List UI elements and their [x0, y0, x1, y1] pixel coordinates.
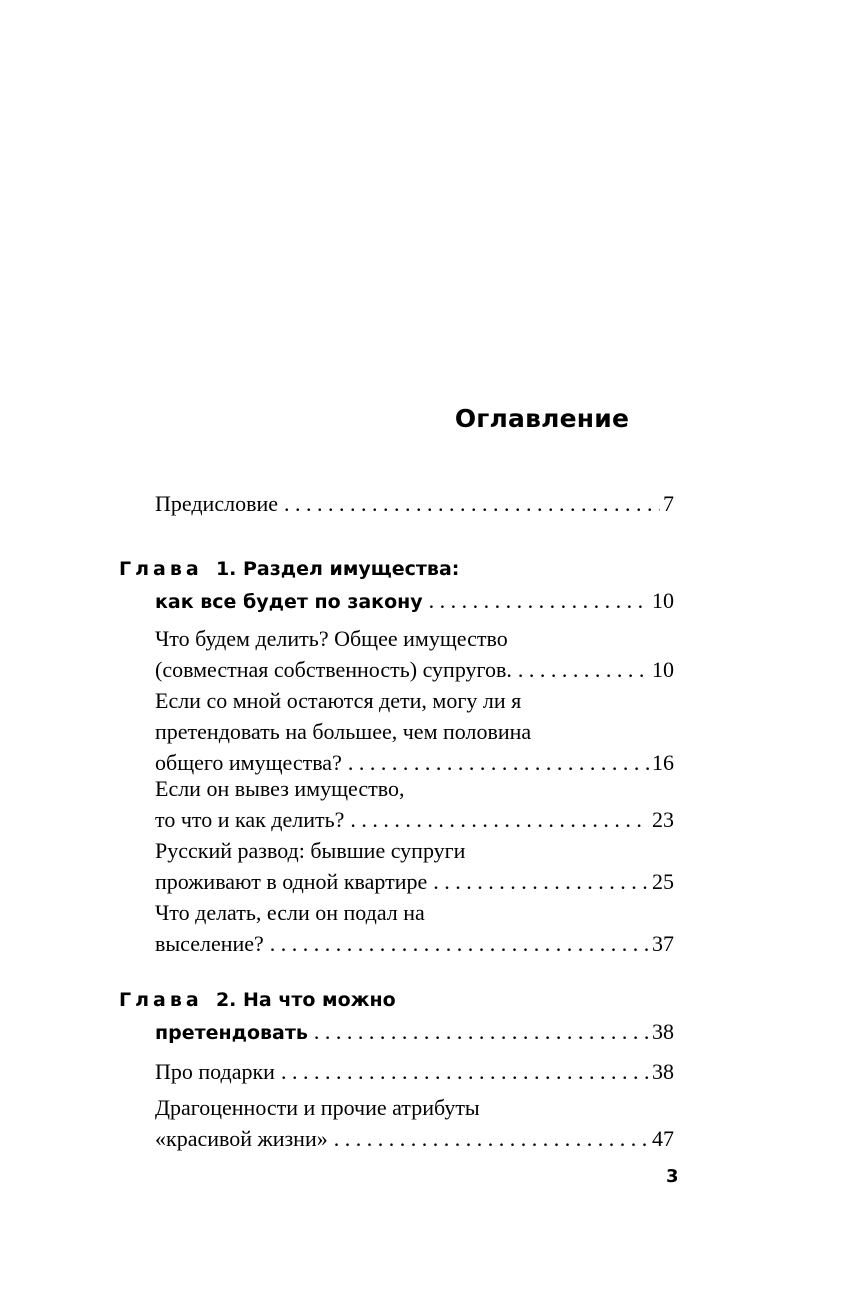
entry-text-last: Про подарки [155, 1059, 275, 1084]
entry-page: 7 [663, 491, 674, 516]
entry-page: 37 [652, 931, 674, 956]
entry-text-last: общего имущества? [155, 750, 342, 775]
entry-page: 25 [652, 869, 674, 894]
entry-text-last: «красивой жизни» [155, 1126, 328, 1151]
entry-text: Если со мной остаются дети, могу ли я [155, 688, 522, 713]
leader-dots [284, 488, 660, 519]
entry-text-last: то что и как делить? [155, 807, 345, 832]
leader-dots [314, 1016, 649, 1047]
leader-dots [334, 1123, 649, 1154]
entry-text: Что будем делить? Общее имущество [155, 626, 508, 651]
chapter-title-line2: как все будет по закону [155, 591, 423, 613]
entry-text: Драгоценности и прочие атрибуты [155, 1095, 480, 1120]
chapter-title-line1: 2. На что можно [215, 989, 396, 1011]
entry-text-last: выселение? [155, 931, 264, 956]
entry-text: Предисловие [155, 491, 278, 516]
entry-text-last: (совместная собственность) супругов. [155, 657, 512, 682]
leader-dots [429, 585, 649, 616]
entry-page: 10 [652, 657, 674, 682]
entry-text-last: проживают в одной квартире [155, 869, 428, 894]
entry-text: Если он вывез имущество, [155, 776, 405, 801]
toc-entry-russian-divorce[interactable] [155, 835, 674, 897]
toc-entry-eviction[interactable] [155, 897, 674, 959]
toc-entry-jewelry[interactable] [155, 1092, 674, 1154]
toc-entry-children[interactable] [155, 685, 674, 778]
entry-text: Русский развод: бывшие супруги [155, 838, 466, 863]
toc-entry-gifts[interactable] [155, 1056, 674, 1087]
entry-page: 23 [652, 807, 674, 832]
chapter-prefix: Глава [119, 989, 203, 1011]
entry-page: 16 [652, 750, 674, 775]
toc-chapter-2[interactable] [119, 985, 674, 1049]
chapter-title-line1: 1. Раздел имущества: [215, 558, 460, 580]
chapter-page: 38 [652, 1019, 674, 1044]
toc-entry-common-property[interactable] [155, 623, 674, 685]
page-number: 3 [666, 1166, 679, 1187]
toc-entry-preface[interactable] [155, 488, 674, 519]
toc-entry-removed-property[interactable] [155, 773, 674, 835]
chapter-page: 10 [652, 588, 674, 613]
chapter-prefix: Глава [119, 558, 203, 580]
entry-text: Что делать, если он подал на [155, 900, 425, 925]
entry-page: 47 [652, 1126, 674, 1151]
leader-dots [518, 654, 649, 685]
toc-title: Оглавление [454, 404, 630, 433]
entry-page: 38 [652, 1059, 674, 1084]
leader-dots [350, 804, 649, 835]
chapter-title-line2: претендовать [155, 1022, 308, 1044]
leader-dots [281, 1056, 649, 1087]
toc-chapter-1[interactable] [119, 554, 674, 618]
entry-text: претендовать на большее, чем половина [155, 719, 532, 744]
leader-dots [270, 928, 649, 959]
leader-dots [433, 866, 649, 897]
